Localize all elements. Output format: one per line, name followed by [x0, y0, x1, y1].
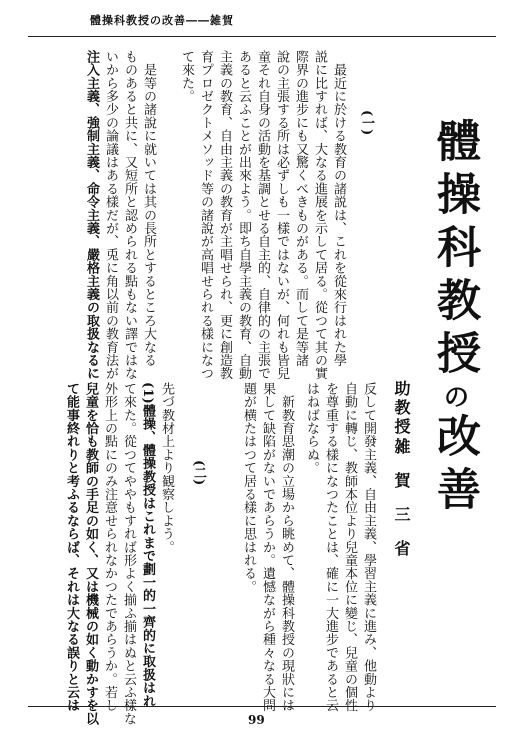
footer-rule [28, 706, 496, 707]
byline-role: 助教授 [392, 380, 411, 437]
byline-author: 雑賀三省 [392, 438, 411, 574]
title-end: 改善 [429, 413, 480, 519]
section1-line-4: 說の主張する所は必ずしも一樣ではないが、何れも皆兒 [274, 50, 289, 380]
section-heading-2: (二) [191, 460, 206, 486]
section1-line-10: 是等の諸說に就いては其の長所とするところ大なる [141, 50, 156, 367]
section1-cont-line-3: を尊重する樣になつたことは、確に一大進步であると云 [323, 382, 338, 712]
section2-line-6: て能事終れりと考ふるならば、それは大なる誤りと云は [64, 382, 79, 712]
section1-line-13: 注入主義、強制主義、命令主義、嚴格主義の取扱なるに [84, 50, 99, 380]
section1-line-6: あると云ふことが出來よう。即ち自學主義の教育、自動 [236, 50, 251, 380]
section1-line-3: 際界の進步にも又驚くべきものがある。而して是等諸 [293, 50, 308, 367]
section1-line-11: ものあると共に、又短所と認められる點もない譯ではな [122, 50, 137, 380]
section1-cont-line-4: はねばならぬ。 [304, 382, 319, 475]
section1-cont-line-2: 自動に轉じ、教師本位より兒童本位に變じ、兒童の個性 [342, 382, 357, 712]
section1-line-5: 童それ自身の活動を基調とせる自主的、自律的の主張で [255, 50, 270, 380]
section1-cont-line-5: 新教育思潮の立場から眺めて、體操科教授の現狀には [279, 382, 294, 712]
section1-line-9: て來た。 [179, 50, 194, 103]
running-head: 體操科教授の改善――雑賀 [90, 14, 234, 27]
title-main: 體操科教授 [429, 118, 480, 383]
section1-cont-line-6: 果して缺陷がないであらうか。遺憾ながら種々なる大問 [260, 382, 275, 712]
section1-line-12: いから多少の論議はある樣だが、兎に角以前の教育法が [103, 50, 118, 380]
page-number: 99 [248, 713, 265, 727]
article-title [429, 118, 480, 519]
section2-line-5: 兒童を恰も教師の手足の如く、又は機械の如く動かすを以 [83, 382, 98, 726]
section2-line-1: 先づ教材上より観察しよう。 [159, 382, 174, 554]
section1-line-2: 説に比すれば、大なる進展を示して居る。從つて其の實 [312, 50, 327, 380]
section2-line-4: 外形上の點にのみ注意せられなかつたであらうか。若し [102, 382, 117, 712]
section1-line-8: 育プロゼクトメソッド等の諸說が高唱せられる樣になつ [198, 50, 213, 380]
section1-cont-line-7: 題が横たはつて居る樣に思はれる。 [241, 382, 256, 594]
header-rule [28, 36, 496, 37]
section2-line-2: (1)體操、體操教授はこれまで劃一的一齊的に取扱はれ [140, 382, 155, 708]
section1-cont-line-1: 反して開發主義、自由主義、學習主義に進み、他動より [361, 382, 376, 712]
section-heading-1: (一) [359, 110, 374, 136]
section2-line-3: て來た。從つてややもすれば形よく揃ふ揃はぬと云ふ樣な [121, 382, 136, 726]
section1-line-1: 最近に於ける教育の諸説は、これを從來行はれた學 [331, 50, 346, 367]
title-particle: の [439, 383, 469, 413]
section1-line-7: 主義の教育、自由主義の教育が主唱せられ、更に創造教 [217, 50, 232, 380]
